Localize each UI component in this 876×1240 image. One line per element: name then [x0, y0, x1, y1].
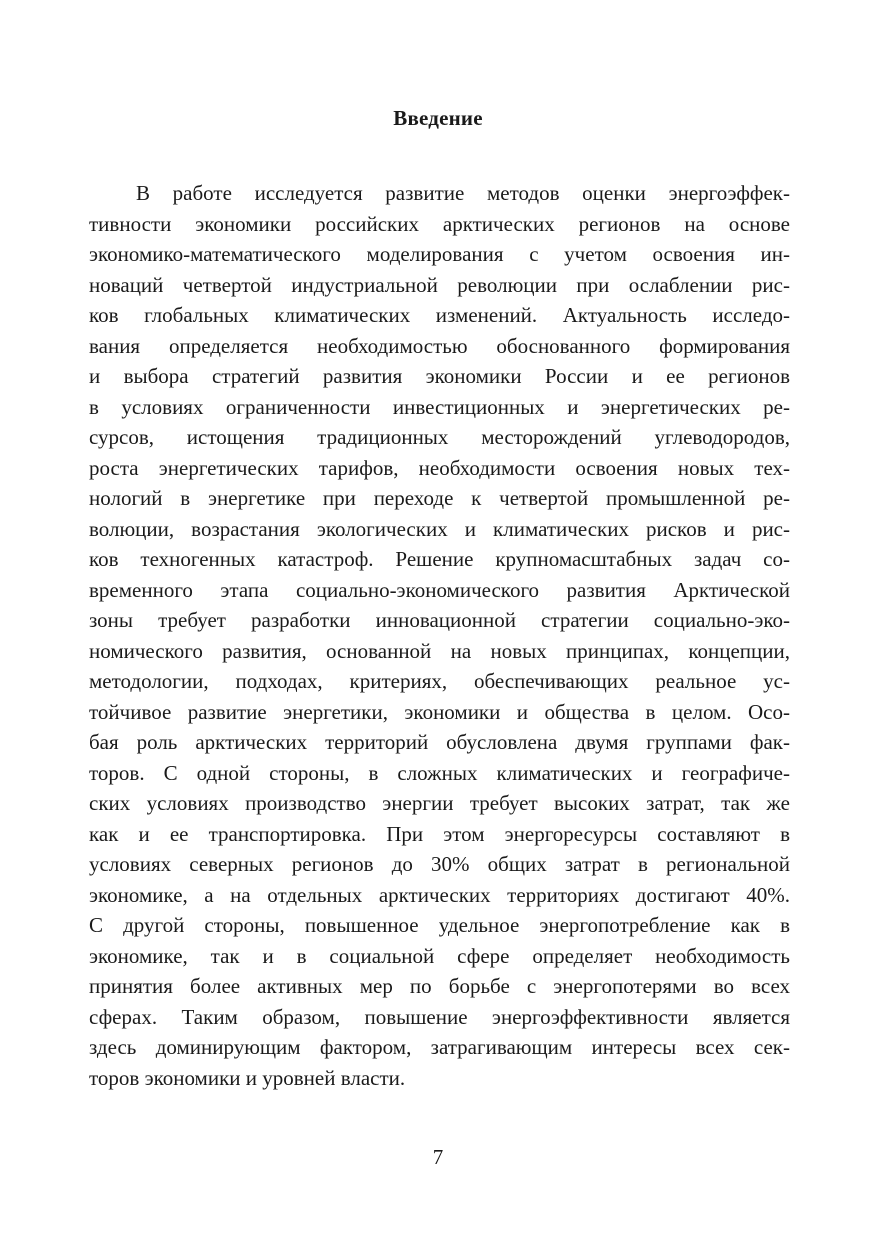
paragraph-line: временного этапа социально-экономического развития Арктической: [89, 577, 790, 602]
paragraph-line: С другой стороны, повышенное удельное энергопотребление как в: [89, 913, 790, 937]
paragraph-line: ских условиях производство энергии требует высоких затрат, так же: [89, 791, 790, 815]
paragraph-line: ков техногенных катастроф. Решение крупномасштабных задач со-: [89, 547, 790, 571]
paragraph-line: торов. С одной стороны, в сложных климатических и географиче-: [89, 760, 790, 785]
paragraph-line: сурсов, истощения традиционных месторождений углеводородов,: [89, 425, 790, 449]
body-paragraph: [89, 178, 790, 1093]
paragraph-line: экономике, так и в социальной сфере определяет необходимость: [89, 943, 790, 968]
paragraph-line: экономике, а на отдельных арктических территориях достигают 40%.: [89, 882, 790, 907]
paragraph-line: волюции, возрастания экологических и климатических рисков и рис-: [89, 516, 790, 541]
paragraph-line: номического развития, основанной на новых принципах, концепции,: [89, 638, 790, 663]
paragraph-line: как и ее транспортировка. При этом энергоресурсы составляют в: [89, 821, 790, 846]
paragraph-line: вания определяется необходимостью обоснованного формирования: [89, 333, 790, 358]
paragraph-line: здесь доминирующим фактором, затрагивающим интересы всех сек-: [89, 1035, 790, 1059]
paragraph-line: тойчивое развитие энергетики, экономики и общества в целом. Осо-: [89, 699, 790, 724]
paragraph-line: нологий в энергетике при переходе к четвертой промышленной ре-: [89, 486, 790, 510]
paragraph-line: зоны требует разработки инновационной стратегии социально-эко-: [89, 608, 790, 632]
paragraph-line: сферах. Таким образом, повышение энергоэффективности является: [89, 1004, 790, 1029]
paragraph-line: тивности экономики российских арктических регионов на основе: [89, 211, 790, 236]
paragraph-line: ков глобальных климатических изменений. Актуальность исследо-: [89, 303, 790, 327]
paragraph-line: В работе исследуется развитие методов оценки энергоэффек-: [136, 181, 790, 205]
paragraph-line: методологии, подходах, критериях, обеспечивающих реальное ус-: [89, 669, 790, 693]
paragraph-line: условиях северных регионов до 30% общих затрат в региональной: [89, 852, 790, 876]
page-number: 7: [432, 1145, 444, 1169]
paragraph-line: роста энергетических тарифов, необходимости освоения новых тех-: [89, 455, 790, 480]
section-heading: Введение: [393, 106, 483, 130]
paragraph-line: и выбора стратегий развития экономики России и ее регионов: [89, 364, 790, 388]
paragraph-line: бая роль арктических территорий обусловлена двумя группами фак-: [89, 730, 790, 754]
paragraph-line: в условиях ограниченности инвестиционных и энергетических ре-: [89, 394, 790, 419]
paragraph-line: новаций четвертой индустриальной революции при ослаблении рис-: [89, 272, 790, 297]
paragraph-line: экономико-математического моделирования с учетом освоения ин-: [89, 242, 790, 266]
paragraph-line: принятия более активных мер по борьбе с энергопотерями во всех: [89, 974, 790, 998]
paragraph-line: торов экономики и уровней власти.: [89, 1065, 406, 1090]
